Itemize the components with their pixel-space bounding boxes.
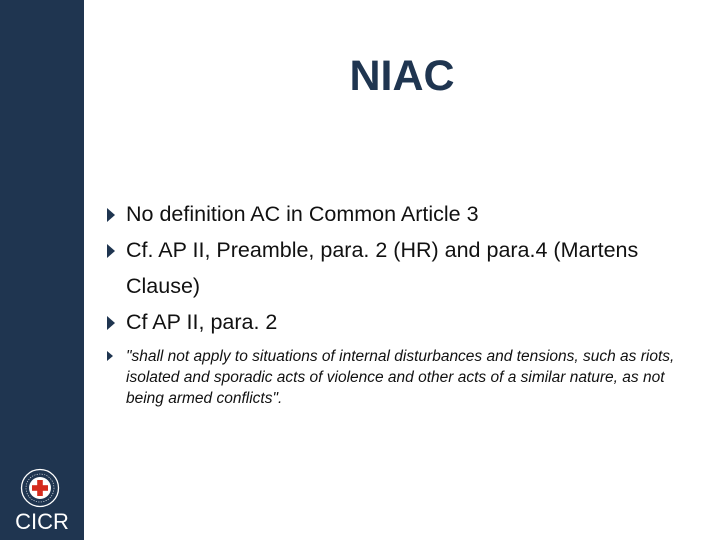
bullet-text: No definition AC in Common Article 3 xyxy=(126,202,479,226)
triangle-right-icon xyxy=(107,208,115,222)
bullet-item xyxy=(104,196,704,232)
quote-list xyxy=(104,346,704,409)
logo-text: CICR xyxy=(15,509,69,534)
bullet-text: Cf AP II, para. 2 xyxy=(126,310,278,334)
slide-title: NIAC xyxy=(349,52,455,100)
bullet-item xyxy=(104,304,704,340)
quote-text: "shall not apply to situations of internal disturbances and tensions, such as riots, isolated and sporadic acts of violence and other acts of a similar nature, as not being armed conflicts". xyxy=(126,348,675,407)
triangle-right-icon xyxy=(107,244,115,258)
red-cross-emblem-icon xyxy=(20,468,60,508)
bullet-text: Cf. AP II, Preamble, para. 2 (HR) and para.4 (Martens Clause) xyxy=(126,238,639,298)
triangle-right-icon xyxy=(107,316,115,330)
bullet-item xyxy=(104,232,704,304)
bullet-list xyxy=(104,196,704,340)
triangle-right-icon xyxy=(107,351,113,361)
quote-item xyxy=(104,346,704,409)
sidebar xyxy=(0,0,84,540)
